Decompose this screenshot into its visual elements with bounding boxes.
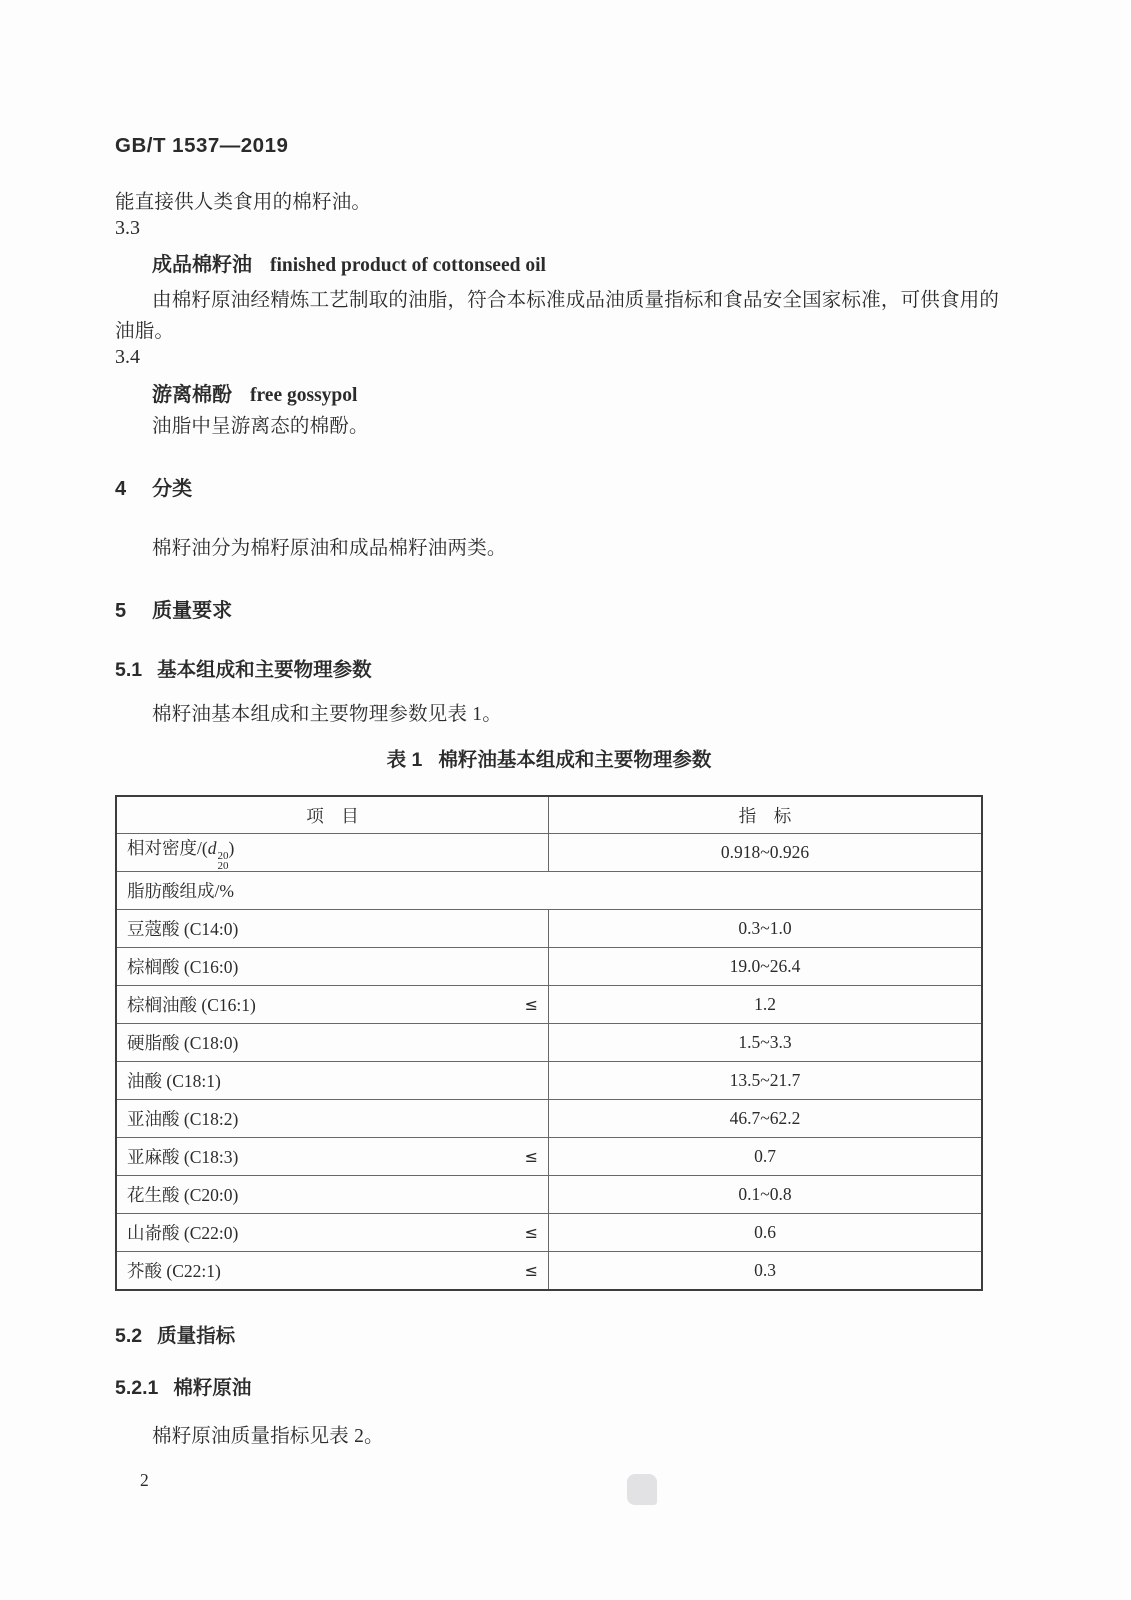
item-cell: [117, 910, 549, 947]
section-title: 质量指标: [157, 1325, 236, 1347]
value-cell: 13.5~21.7: [729, 1070, 801, 1090]
item-cell: [117, 1176, 549, 1213]
leq-symbol: ≤: [524, 1147, 538, 1166]
definition-3-4: 油脂中呈游离态的棉酚。: [152, 416, 369, 437]
table-row: [117, 1175, 981, 1213]
doc-number: GB/T 1537—2019: [115, 134, 289, 157]
item-label: 山嵛酸 (C22:0): [127, 1223, 239, 1243]
section-3-3-number: 3.3: [115, 217, 140, 239]
item-label: 亚油酸 (C18:2): [127, 1109, 239, 1129]
leq-symbol: ≤: [524, 1261, 538, 1280]
table-row: [117, 1137, 981, 1175]
term-line-3-3: [152, 248, 546, 277]
table-row: [117, 1099, 981, 1137]
item-label: 棕榈酸 (C16:0): [127, 957, 239, 977]
table1-header-row: [117, 797, 981, 833]
section-4-heading: [115, 472, 192, 501]
section-5-2-1-heading: [115, 1372, 251, 1400]
item-label: 豆蔻酸 (C14:0): [127, 919, 239, 939]
value-cell: 1.2: [754, 994, 776, 1014]
leq-symbol: ≤: [524, 995, 538, 1014]
value-cell: 0.7: [754, 1146, 776, 1166]
item-cell: [117, 1062, 549, 1099]
section-title: 基本组成和主要物理参数: [157, 659, 372, 681]
table-row: [117, 1023, 981, 1061]
table-row: [117, 833, 981, 871]
definition-3-3-line1: 由棉籽原油经精炼工艺制取的油脂，符合本标准成品油质量指标和食品安全国家标准，可供食用的: [152, 290, 1000, 311]
item-cell: [117, 1138, 549, 1175]
leq-symbol: ≤: [524, 1223, 538, 1242]
item-label: 花生酸 (C20:0): [127, 1185, 239, 1205]
section-number: 4: [115, 478, 127, 500]
table-row: [117, 985, 981, 1023]
section-3-4-number: 3.4: [115, 346, 140, 368]
section-number: 5.2.1: [115, 1377, 159, 1399]
paragraph-classification: 棉籽油分为棉籽原油和成品棉籽油两类。: [152, 538, 507, 559]
table-row: [117, 909, 981, 947]
item-label: 亚麻酸 (C18:3): [127, 1147, 239, 1167]
table-row: [117, 871, 981, 909]
item-label: 油酸 (C18:1): [127, 1071, 221, 1091]
table1: [115, 795, 983, 1291]
value-cell: 1.5~3.3: [738, 1032, 792, 1052]
item-label: 棕榈油酸 (C16:1): [127, 995, 256, 1015]
value-cell: 46.7~62.2: [729, 1108, 801, 1128]
table1-body: [117, 833, 981, 1289]
item-cell: [117, 1252, 549, 1289]
col-header-value: 指 标: [738, 805, 792, 826]
term-cn: 成品棉籽油: [152, 254, 252, 276]
item-cell: 脂肪酸组成/%: [127, 881, 234, 901]
page-number: 2: [140, 1470, 149, 1490]
table-row: [117, 1213, 981, 1251]
section-number: 5.1: [115, 659, 143, 681]
table1-caption: [115, 744, 983, 772]
paragraph-table1-ref: 棉籽油基本组成和主要物理参数见表 1。: [152, 704, 502, 725]
item-cell: [117, 1024, 549, 1061]
table1-header: [117, 797, 981, 833]
item-cell: [117, 1214, 549, 1251]
term-cn: 游离棉酚: [152, 384, 232, 406]
section-title: 分类: [152, 478, 193, 500]
paragraph-intro-tail: 能直接供人类食用的棉籽油。: [115, 192, 372, 213]
table-row: [117, 1251, 981, 1289]
value-cell: 0.1~0.8: [738, 1184, 792, 1204]
definition-3-3-line2: 油脂。: [115, 321, 175, 342]
section-title: 质量要求: [152, 600, 233, 622]
value-cell: 0.3: [754, 1260, 776, 1280]
item-cell: [117, 948, 549, 985]
item-label: 硬脂酸 (C18:0): [127, 1033, 239, 1053]
section-number: 5: [115, 600, 127, 622]
section-5-2-heading: [115, 1320, 235, 1348]
section-number: 5.2: [115, 1325, 143, 1347]
gray-rounded-marker: [627, 1474, 657, 1505]
value-cell: 0.6: [754, 1222, 776, 1242]
col-header-item: 项 目: [117, 797, 549, 833]
item-label: 相对密度/(d 20 20 ): [127, 837, 235, 872]
caption-title: 棉籽油基本组成和主要物理参数: [438, 749, 712, 771]
table-row: [117, 947, 981, 985]
item-cell: [117, 986, 549, 1023]
section-5-1-heading: [115, 654, 372, 682]
section-5-heading: [115, 594, 232, 623]
caption-label: 表 1: [386, 749, 423, 771]
term-line-3-4: [152, 378, 357, 407]
item-cell: [117, 1100, 549, 1137]
term-en: finished product of cottonseed oil: [270, 255, 546, 276]
value-cell: 19.0~26.4: [729, 956, 801, 976]
section-title: 棉籽原油: [173, 1377, 252, 1399]
value-cell: 0.918~0.926: [720, 842, 810, 862]
value-cell: 0.3~1.0: [738, 918, 792, 938]
item-cell: [117, 834, 549, 871]
term-en: free gossypol: [250, 385, 358, 406]
paragraph-table2-ref: 棉籽原油质量指标见表 2。: [152, 1426, 384, 1447]
table-row: [117, 1061, 981, 1099]
item-label: 芥酸 (C22:1): [127, 1261, 221, 1281]
